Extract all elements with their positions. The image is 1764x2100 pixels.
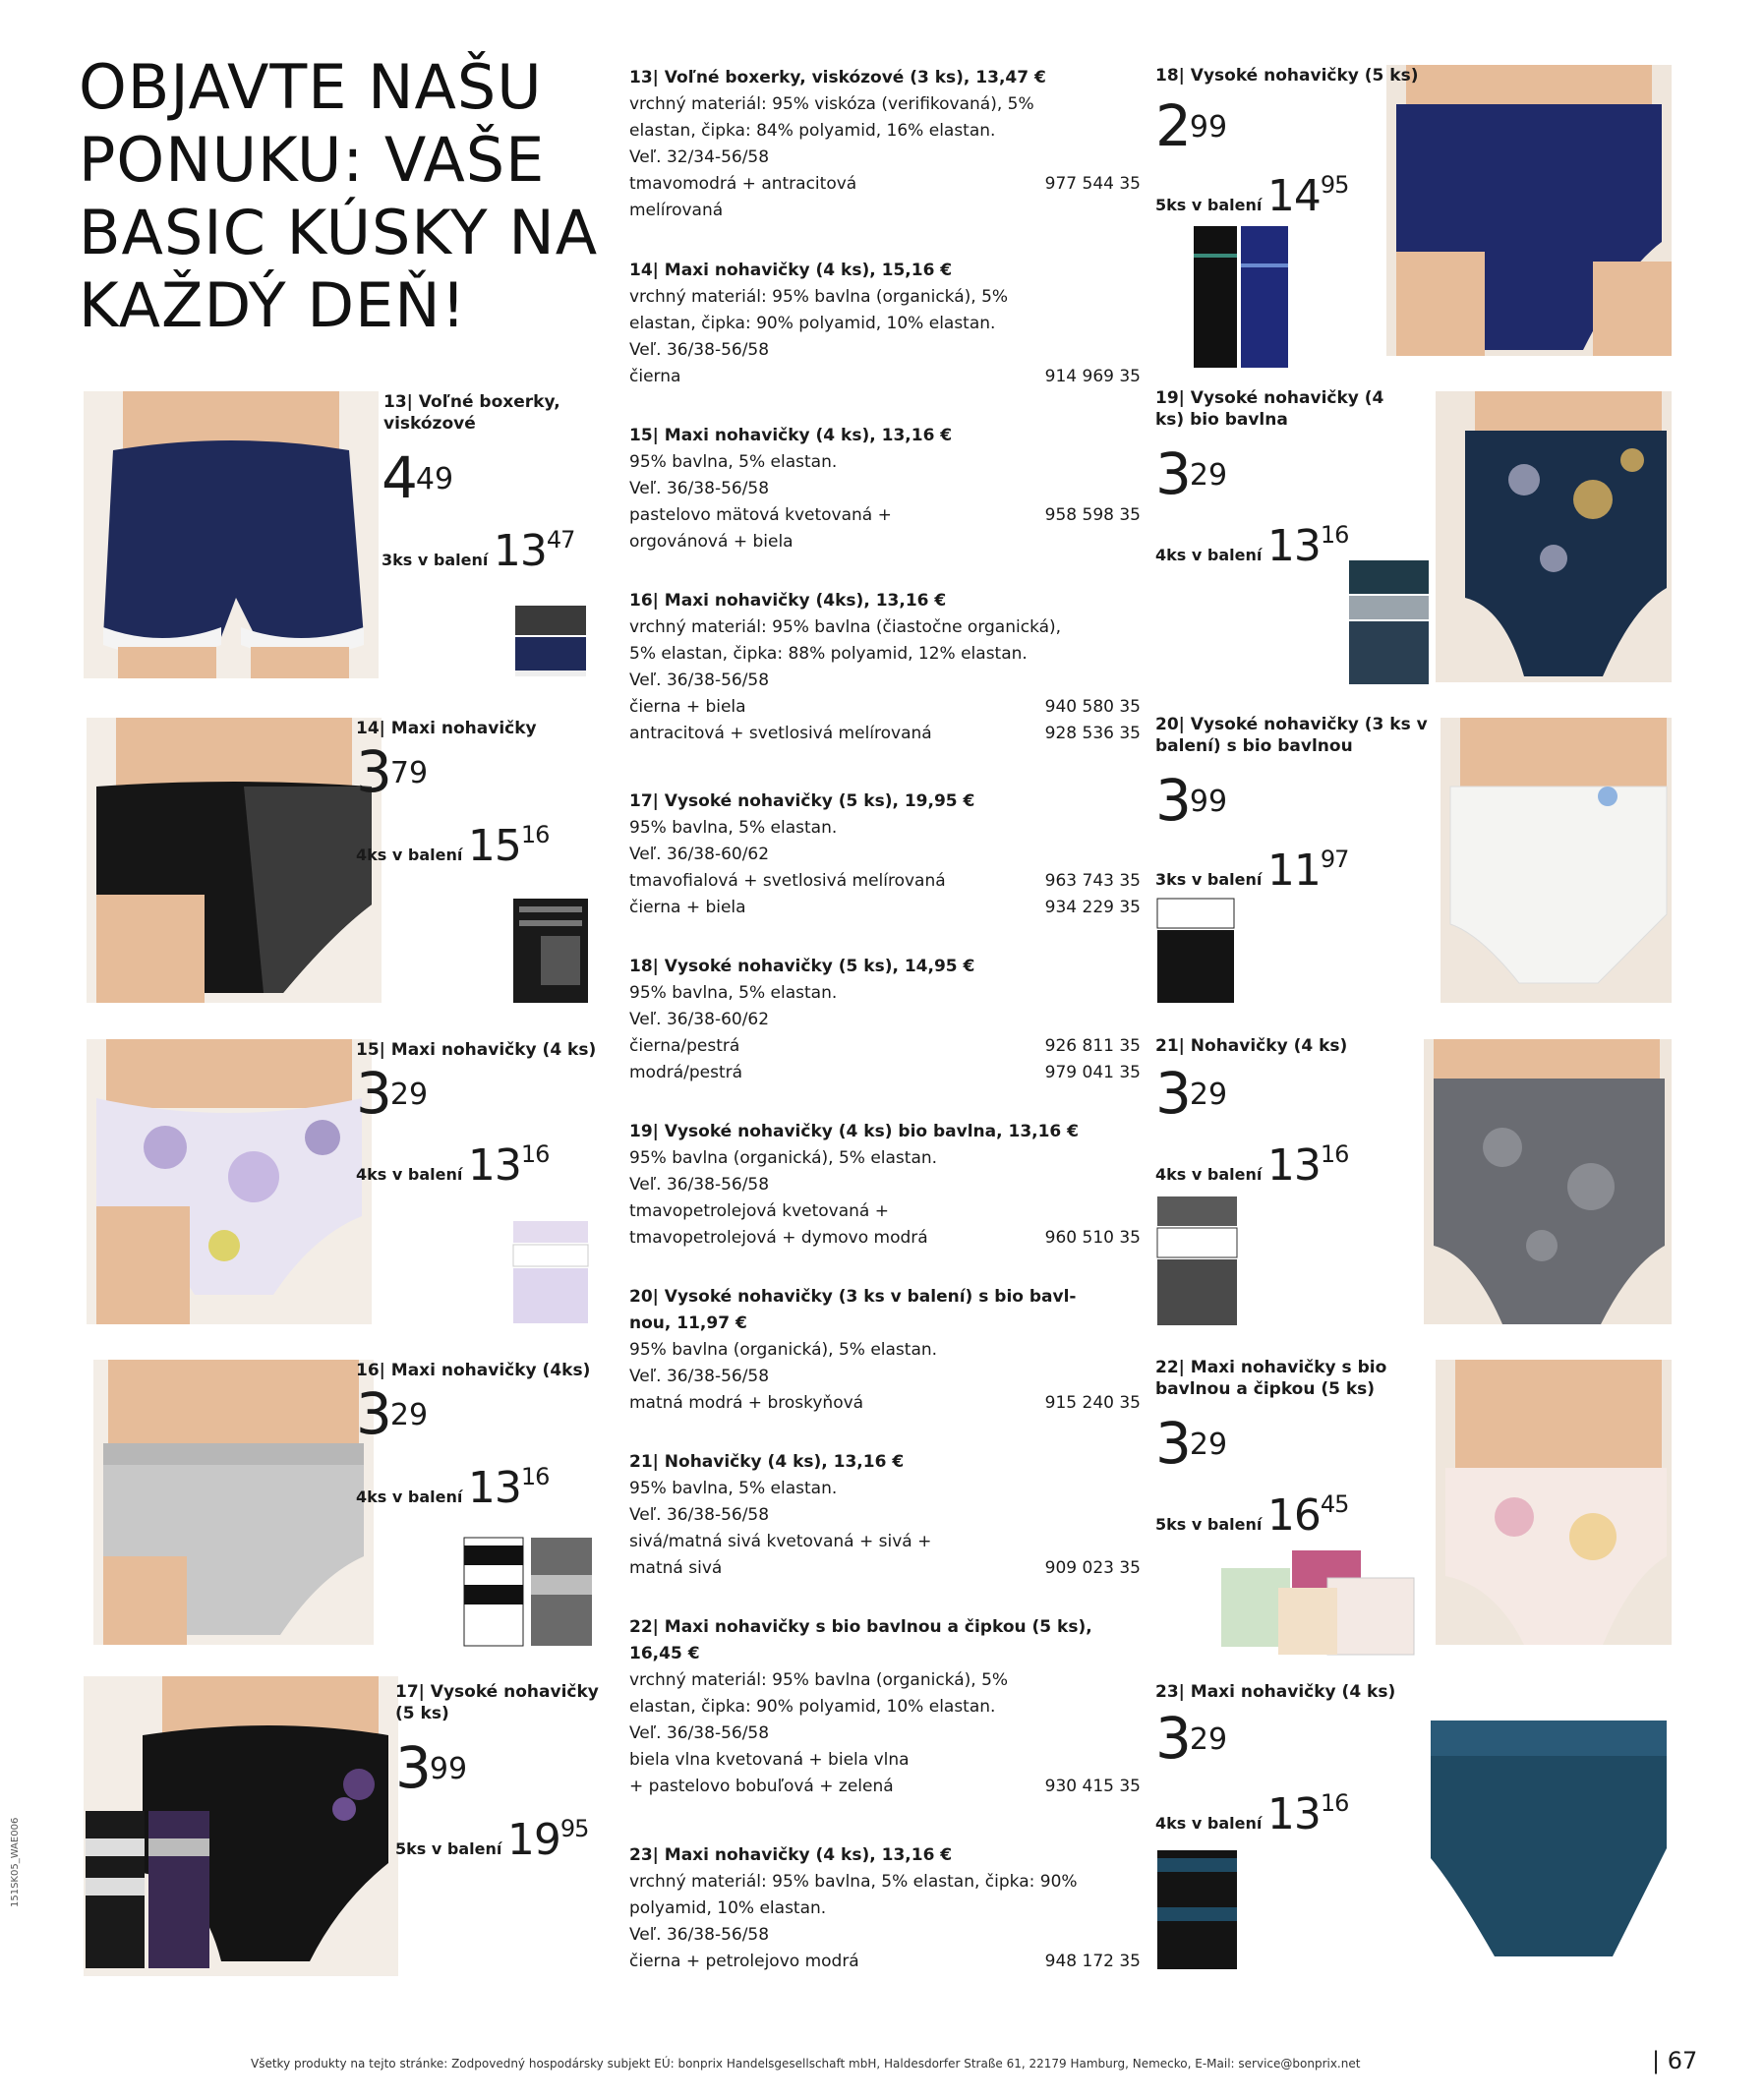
product-20-label: 20| Vysoké nohavičky (3 ks v balení) s bio bavlnou bbox=[1155, 715, 1428, 756]
description-13: 13| Voľné boxerky, viskózové (3 ks), 13,47 € vrchný materiál: 95% viskóza (verifikovaná), 5% elastan, čipka: 84% polyamid, 16% elastan. Veľ. 32/34-56/58 tmavomodrá + antracitová melírovaná 977 544 35 bbox=[629, 68, 1141, 220]
description-23: 23| Maxi nohavičky (4 ks), 13,16 € vrchný materiál: 95% bavlna, 5% elastan, čipka: 90% polyamid, 10% elastan. Veľ. 36/38-56/58 čierna + petrolejovo modrá 948 172 35 bbox=[629, 1845, 1141, 1971]
product-19-pack-thumb bbox=[1347, 558, 1431, 686]
product-17-label: 17| Vysoké nohavičky (5 ks) bbox=[395, 1682, 599, 1723]
product-20-photo bbox=[1441, 718, 1672, 1003]
description-17: 17| Vysoké nohavičky (5 ks), 19,95 € 95% bavlna, 5% elastan. Veľ. 36/38-60/62 tmavofialová + svetlosivá melírovaná 963 743 35 čierna + biela 934 229 35 bbox=[629, 791, 1141, 917]
product-15-price: $3^{29}$ bbox=[356, 1060, 429, 1127]
product-21-pack-price: 4ks v balení $13^{16}$ bbox=[1155, 1140, 1349, 1191]
product-16-pack-thumb bbox=[462, 1536, 595, 1649]
product-13-label: 13| Voľné boxerky, viskózové bbox=[383, 392, 560, 434]
product-21-price: $3^{29}$ bbox=[1155, 1060, 1228, 1127]
product-14-price: $3^{79}$ bbox=[356, 738, 429, 805]
product-16-pack-price: 4ks v balení $13^{16}$ bbox=[356, 1463, 550, 1513]
description-21: 21| Nohavičky (4 ks), 13,16 € 95% bavlna, 5% elastan. Veľ. 36/38-56/58 sivá/matná sivá kvetovaná + sivá + matná sivá 909 023 35 bbox=[629, 1452, 1141, 1578]
product-18-pack-price: 5ks v balení $14^{95}$ bbox=[1155, 171, 1349, 221]
product-18-pack-thumb bbox=[1192, 224, 1290, 370]
product-14-pack-price: 4ks v balení $15^{16}$ bbox=[356, 821, 550, 871]
product-18-photo bbox=[1386, 65, 1672, 356]
product-15-photo bbox=[87, 1039, 372, 1324]
page-number: | 67 bbox=[1652, 2047, 1698, 2074]
description-19: 19| Vysoké nohavičky (4 ks) bio bavlna, 13,16 € 95% bavlna (organická), 5% elastan. Veľ. 36/38-56/58 tmavopetrolejová kvetovaná + tmavopetrolejová + dymovo modrá 960 510 35 bbox=[629, 1122, 1141, 1248]
product-22-pack-thumb bbox=[1219, 1548, 1416, 1657]
product-14-pack-thumb bbox=[511, 897, 590, 1005]
product-17-pack-thumb bbox=[84, 1809, 211, 1971]
product-21-label: 21| Nohavičky (4 ks) bbox=[1155, 1036, 1348, 1056]
product-23-pack-thumb bbox=[1155, 1848, 1239, 1971]
product-16-price: $3^{29}$ bbox=[356, 1380, 429, 1447]
product-21-pack-thumb bbox=[1155, 1195, 1239, 1327]
product-13-price: $4^{49}$ bbox=[382, 444, 454, 511]
product-19-pack-price: 4ks v balení $13^{16}$ bbox=[1155, 521, 1349, 571]
description-14: 14| Maxi nohavičky (4 ks), 15,16 € vrchný materiál: 95% bavlna (organická), 5% elastan, čipka: 90% polyamid, 10% elastan. Veľ. 36/38-56/58 čierna 914 969 35 bbox=[629, 261, 1141, 386]
product-20-pack-thumb bbox=[1155, 897, 1236, 1005]
product-22-pack-price: 5ks v balení $16^{45}$ bbox=[1155, 1490, 1349, 1541]
product-22-photo bbox=[1436, 1360, 1672, 1645]
product-15-pack-price: 4ks v balení $13^{16}$ bbox=[356, 1140, 550, 1191]
product-19-price: $3^{29}$ bbox=[1155, 440, 1228, 507]
product-16-photo bbox=[93, 1360, 374, 1645]
product-13-pack-price: 3ks v balení $13^{47}$ bbox=[382, 526, 575, 576]
side-code: 151SK05_WAE006 bbox=[10, 1817, 21, 1907]
product-17-pack-price: 5ks v balení $19^{95}$ bbox=[395, 1815, 589, 1865]
product-19-label: 19| Vysoké nohavičky (4 ks) bio bavlna bbox=[1155, 388, 1384, 430]
product-23-label: 23| Maxi nohavičky (4 ks) bbox=[1155, 1682, 1396, 1702]
description-18: 18| Vysoké nohavičky (5 ks), 14,95 € 95% bavlna, 5% elastan. Veľ. 36/38-60/62 čierna/pestrá 926 811 35 modrá/pestrá 979 041 35 bbox=[629, 957, 1141, 1082]
product-15-label: 15| Maxi nohavičky (4 ks) bbox=[356, 1040, 597, 1060]
product-17-price: $3^{99}$ bbox=[395, 1734, 468, 1801]
page-headline: OBJAVTE NAŠU PONUKU: VAŠE BASIC KÚSKY NA KAŽDÝ DEŇ! bbox=[79, 51, 599, 341]
product-19-photo bbox=[1436, 391, 1672, 682]
product-23-pack-price: 4ks v balení $13^{16}$ bbox=[1155, 1789, 1349, 1839]
product-22-price: $3^{29}$ bbox=[1155, 1410, 1228, 1477]
product-13-photo bbox=[84, 391, 379, 678]
description-16: 16| Maxi nohavičky (4ks), 13,16 € vrchný materiál: 95% bavlna (čiastočne organická), 5% elastan, čipka: 88% polyamid, 12% elastan. Veľ. 36/38-56/58 čierna + biela 940 580 35 antracitová + svetlosivá melírovaná 928 536 35 bbox=[629, 591, 1141, 743]
product-15-pack-thumb bbox=[511, 1219, 590, 1327]
description-20: 20| Vysoké nohavičky (3 ks v balení) s bio bavl-nou, 11,97 € 95% bavlna (organická), 5% elastan. Veľ. 36/38-56/58 matná modrá + broskyňová 915 240 35 bbox=[629, 1287, 1141, 1413]
product-23-photo bbox=[1426, 1681, 1672, 1976]
description-15: 15| Maxi nohavičky (4 ks), 13,16 € 95% bavlna, 5% elastan. Veľ. 36/38-56/58 pastelovo mätová kvetovaná + orgovánová + biela 958 598 35 bbox=[629, 426, 1141, 552]
product-16-label: 16| Maxi nohavičky (4ks) bbox=[356, 1361, 591, 1380]
product-14-label: 14| Maxi nohavičky bbox=[356, 719, 537, 738]
product-13-pack-thumb bbox=[511, 602, 590, 680]
product-20-pack-price: 3ks v balení $11^{97}$ bbox=[1155, 846, 1349, 896]
product-14-photo bbox=[87, 718, 382, 1003]
product-23-price: $3^{29}$ bbox=[1155, 1705, 1228, 1772]
product-22-label: 22| Maxi nohavičky s bio bavlnou a čipkou (5 ks) bbox=[1155, 1358, 1387, 1399]
product-20-price: $3^{99}$ bbox=[1155, 767, 1228, 834]
product-18-label: 18| Vysoké nohavičky (5 ks) bbox=[1155, 66, 1419, 86]
description-22: 22| Maxi nohavičky s bio bavlnou a čipkou (5 ks), 16,45 € vrchný materiál: 95% bavlna (organická), 5% elastan, čipka: 90% polyamid, 10% elastan. Veľ. 36/38-56/58 biela vlna kvetovaná + biela vlna + pastelovo bobuľová + zelená 930 415 35 bbox=[629, 1617, 1141, 1796]
product-18-price: $2^{99}$ bbox=[1155, 92, 1228, 159]
product-21-photo bbox=[1424, 1039, 1672, 1324]
legal-footer: Všetky produkty na tejto stránke: Zodpovedný hospodársky subjekt EÚ: bonprix Handelsgesellschaft mbH, Haldesdorfer Straße 61, 22179 Hamburg, Nemecko, E-Mail: service@bonprix.net bbox=[251, 2057, 1361, 2071]
